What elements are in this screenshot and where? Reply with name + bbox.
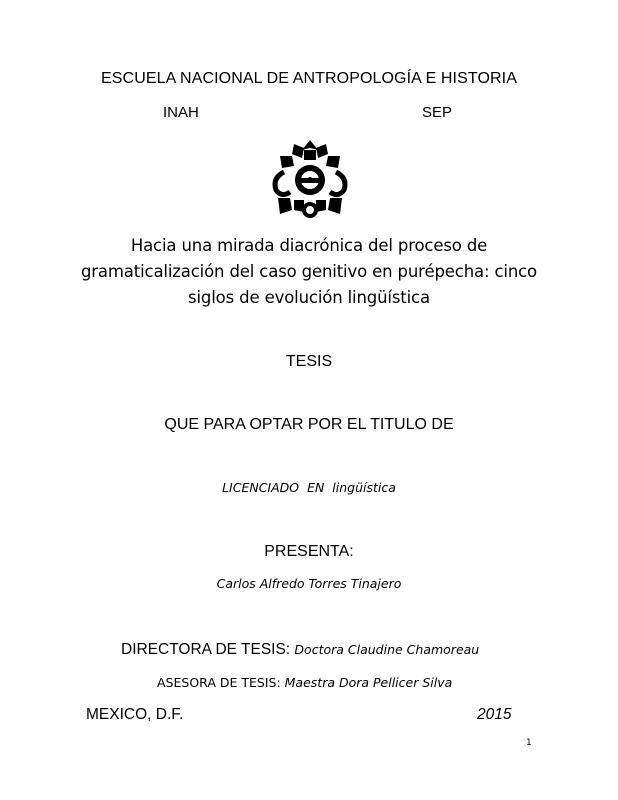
author-name: Carlos Alfredo Torres Tinajero: [216, 576, 402, 591]
place: MEXICO, D.F.: [86, 706, 184, 723]
director-label: DIRECTORA DE TESIS:: [121, 641, 295, 658]
director-line: [121, 641, 479, 659]
page-number: 1: [526, 738, 532, 748]
sep-label: SEP: [422, 104, 453, 121]
degree-name: LICENCIADO EN lingüística: [222, 480, 396, 495]
school-name: ESCUELA NACIONAL DE ANTROPOLOGÍA E HISTORIA: [101, 70, 517, 87]
degree-intro: QUE PARA OPTAR POR EL TITULO DE: [164, 416, 454, 433]
thesis-title-line-2: gramaticalización del caso genitivo en purépecha: cinco: [80, 262, 538, 281]
advisor-label: ASESORA DE TESIS:: [157, 675, 285, 690]
presents-label: PRESENTA:: [264, 543, 354, 560]
year: 2015: [477, 706, 512, 723]
thesis-title-line-3: siglos de evolución lingüística: [188, 288, 430, 307]
document-type: TESIS: [285, 353, 333, 370]
advisor-line: [157, 675, 452, 690]
inah-seal-icon: [264, 138, 356, 222]
director-name: Doctora Claudine Chamoreau: [294, 642, 480, 657]
advisor-name: Maestra Dora Pellicer Silva: [284, 675, 453, 690]
inah-label: INAH: [163, 104, 199, 121]
thesis-title-line-1: Hacia una mirada diacrónica del proceso de: [130, 236, 488, 255]
